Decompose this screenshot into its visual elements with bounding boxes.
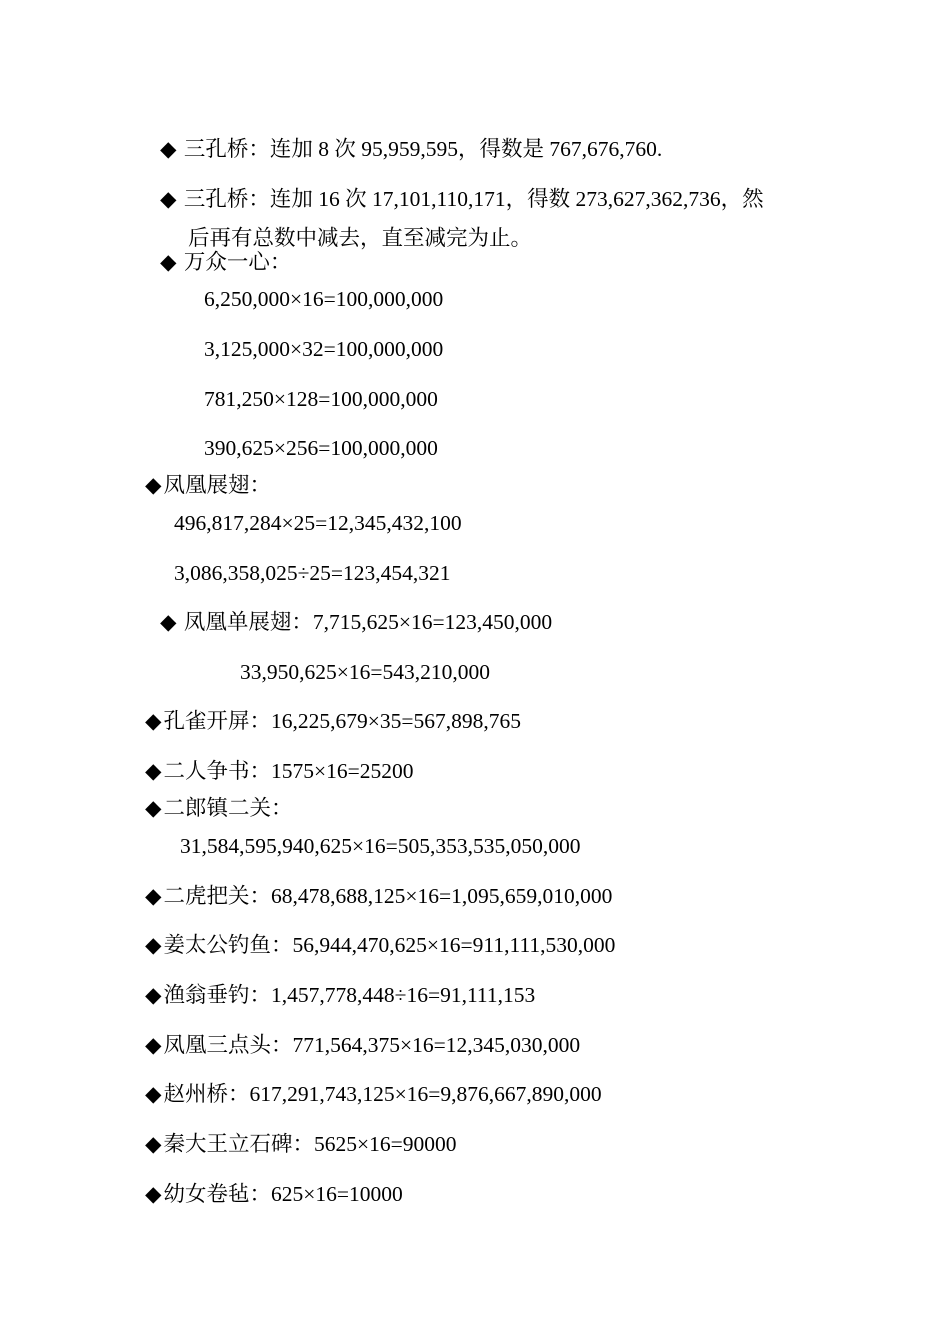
diamond-bullet-icon: ◆ <box>160 137 177 161</box>
line-erlangzhenerguan <box>145 795 293 821</box>
diamond-bullet-icon: ◆ <box>145 473 162 497</box>
line-text: 390,625×256=100,000,000 <box>204 436 438 460</box>
line-text: 三孔桥：连加 16 次 17,101,110,171，得数 273,627,362,736，然 <box>178 187 764 211</box>
line-errenzhengshu <box>145 758 414 784</box>
line-text: 姜太公钓鱼：56,944,470,625×16=911,111,530,000 <box>163 933 616 957</box>
line-fenghuangdanzhanchi <box>160 609 552 635</box>
diamond-bullet-icon: ◆ <box>145 933 162 957</box>
line-text: 3,086,358,025÷25=123,454,321 <box>174 561 451 585</box>
equation-line <box>180 833 581 859</box>
line-fenghuangzhanchi <box>145 472 271 498</box>
line-sankongqiao-1 <box>160 136 662 162</box>
diamond-bullet-icon: ◆ <box>145 796 162 820</box>
line-text: 万众一心： <box>178 250 292 274</box>
equation-line <box>204 286 443 312</box>
diamond-bullet-icon: ◆ <box>145 1082 162 1106</box>
line-text: 后再有总数中减去，直至减完为止。 <box>188 226 533 250</box>
diamond-bullet-icon: ◆ <box>160 610 177 634</box>
equation-line <box>174 510 462 536</box>
line-text: 孔雀开屏：16,225,679×35=567,898,765 <box>163 709 522 733</box>
line-text: 秦大王立石碑：5625×16=90000 <box>163 1132 457 1156</box>
diamond-bullet-icon: ◆ <box>145 759 162 783</box>
line-text: 二郎镇二关： <box>163 796 293 820</box>
diamond-bullet-icon: ◆ <box>145 983 162 1007</box>
line-text: 赵州桥：617,291,743,125×16=9,876,667,890,000 <box>163 1082 602 1106</box>
line-sankongqiao-2 <box>160 186 764 212</box>
line-text: 凤凰展翅： <box>163 473 272 497</box>
line-fenghuangsandiantou <box>145 1032 580 1058</box>
equation-line <box>174 560 451 586</box>
line-text: 凤凰三点头：771,564,375×16=12,345,030,000 <box>163 1033 581 1057</box>
line-kongquekaiping <box>145 708 521 734</box>
diamond-bullet-icon: ◆ <box>160 187 177 211</box>
line-text: 6,250,000×16=100,000,000 <box>204 287 444 311</box>
line-text: 三孔桥：连加 8 次 95,959,595，得数是 767,676,760. <box>178 137 663 161</box>
line-text: 二虎把关：68,478,688,125×16=1,095,659,010,000 <box>163 884 613 908</box>
line-zhaozhouqiao <box>145 1081 602 1107</box>
line-younvjuanzhan <box>145 1181 403 1207</box>
equation-line <box>240 659 490 685</box>
line-text: 496,817,284×25=12,345,432,100 <box>174 511 462 535</box>
line-jiangtaigong <box>145 932 615 958</box>
diamond-bullet-icon: ◆ <box>145 1033 162 1057</box>
line-yuwengchuidiao <box>145 982 535 1008</box>
line-text: 幼女卷毡：625×16=10000 <box>163 1182 403 1206</box>
equation-line <box>204 336 443 362</box>
diamond-bullet-icon: ◆ <box>145 884 162 908</box>
line-text: 3,125,000×32=100,000,000 <box>204 337 444 361</box>
line-sankongqiao-2-cont <box>188 225 532 251</box>
line-text: 渔翁垂钓：1,457,778,448÷16=91,111,153 <box>163 983 536 1007</box>
line-text: 凤凰单展翅：7,715,625×16=123,450,000 <box>178 610 553 634</box>
equation-line <box>204 435 438 461</box>
diamond-bullet-icon: ◆ <box>160 250 177 274</box>
line-text: 二人争书：1575×16=25200 <box>163 759 414 783</box>
diamond-bullet-icon: ◆ <box>145 709 162 733</box>
line-text: 781,250×128=100,000,000 <box>204 387 438 411</box>
diamond-bullet-icon: ◆ <box>145 1132 162 1156</box>
line-qindawang <box>145 1131 457 1157</box>
equation-line <box>204 386 438 412</box>
line-erhubaguan <box>145 883 612 909</box>
line-text: 33,950,625×16=543,210,000 <box>240 660 491 684</box>
line-text: 31,584,595,940,625×16=505,353,535,050,000 <box>180 834 581 858</box>
diamond-bullet-icon: ◆ <box>145 1182 162 1206</box>
line-wanzhongyixin <box>160 249 291 275</box>
